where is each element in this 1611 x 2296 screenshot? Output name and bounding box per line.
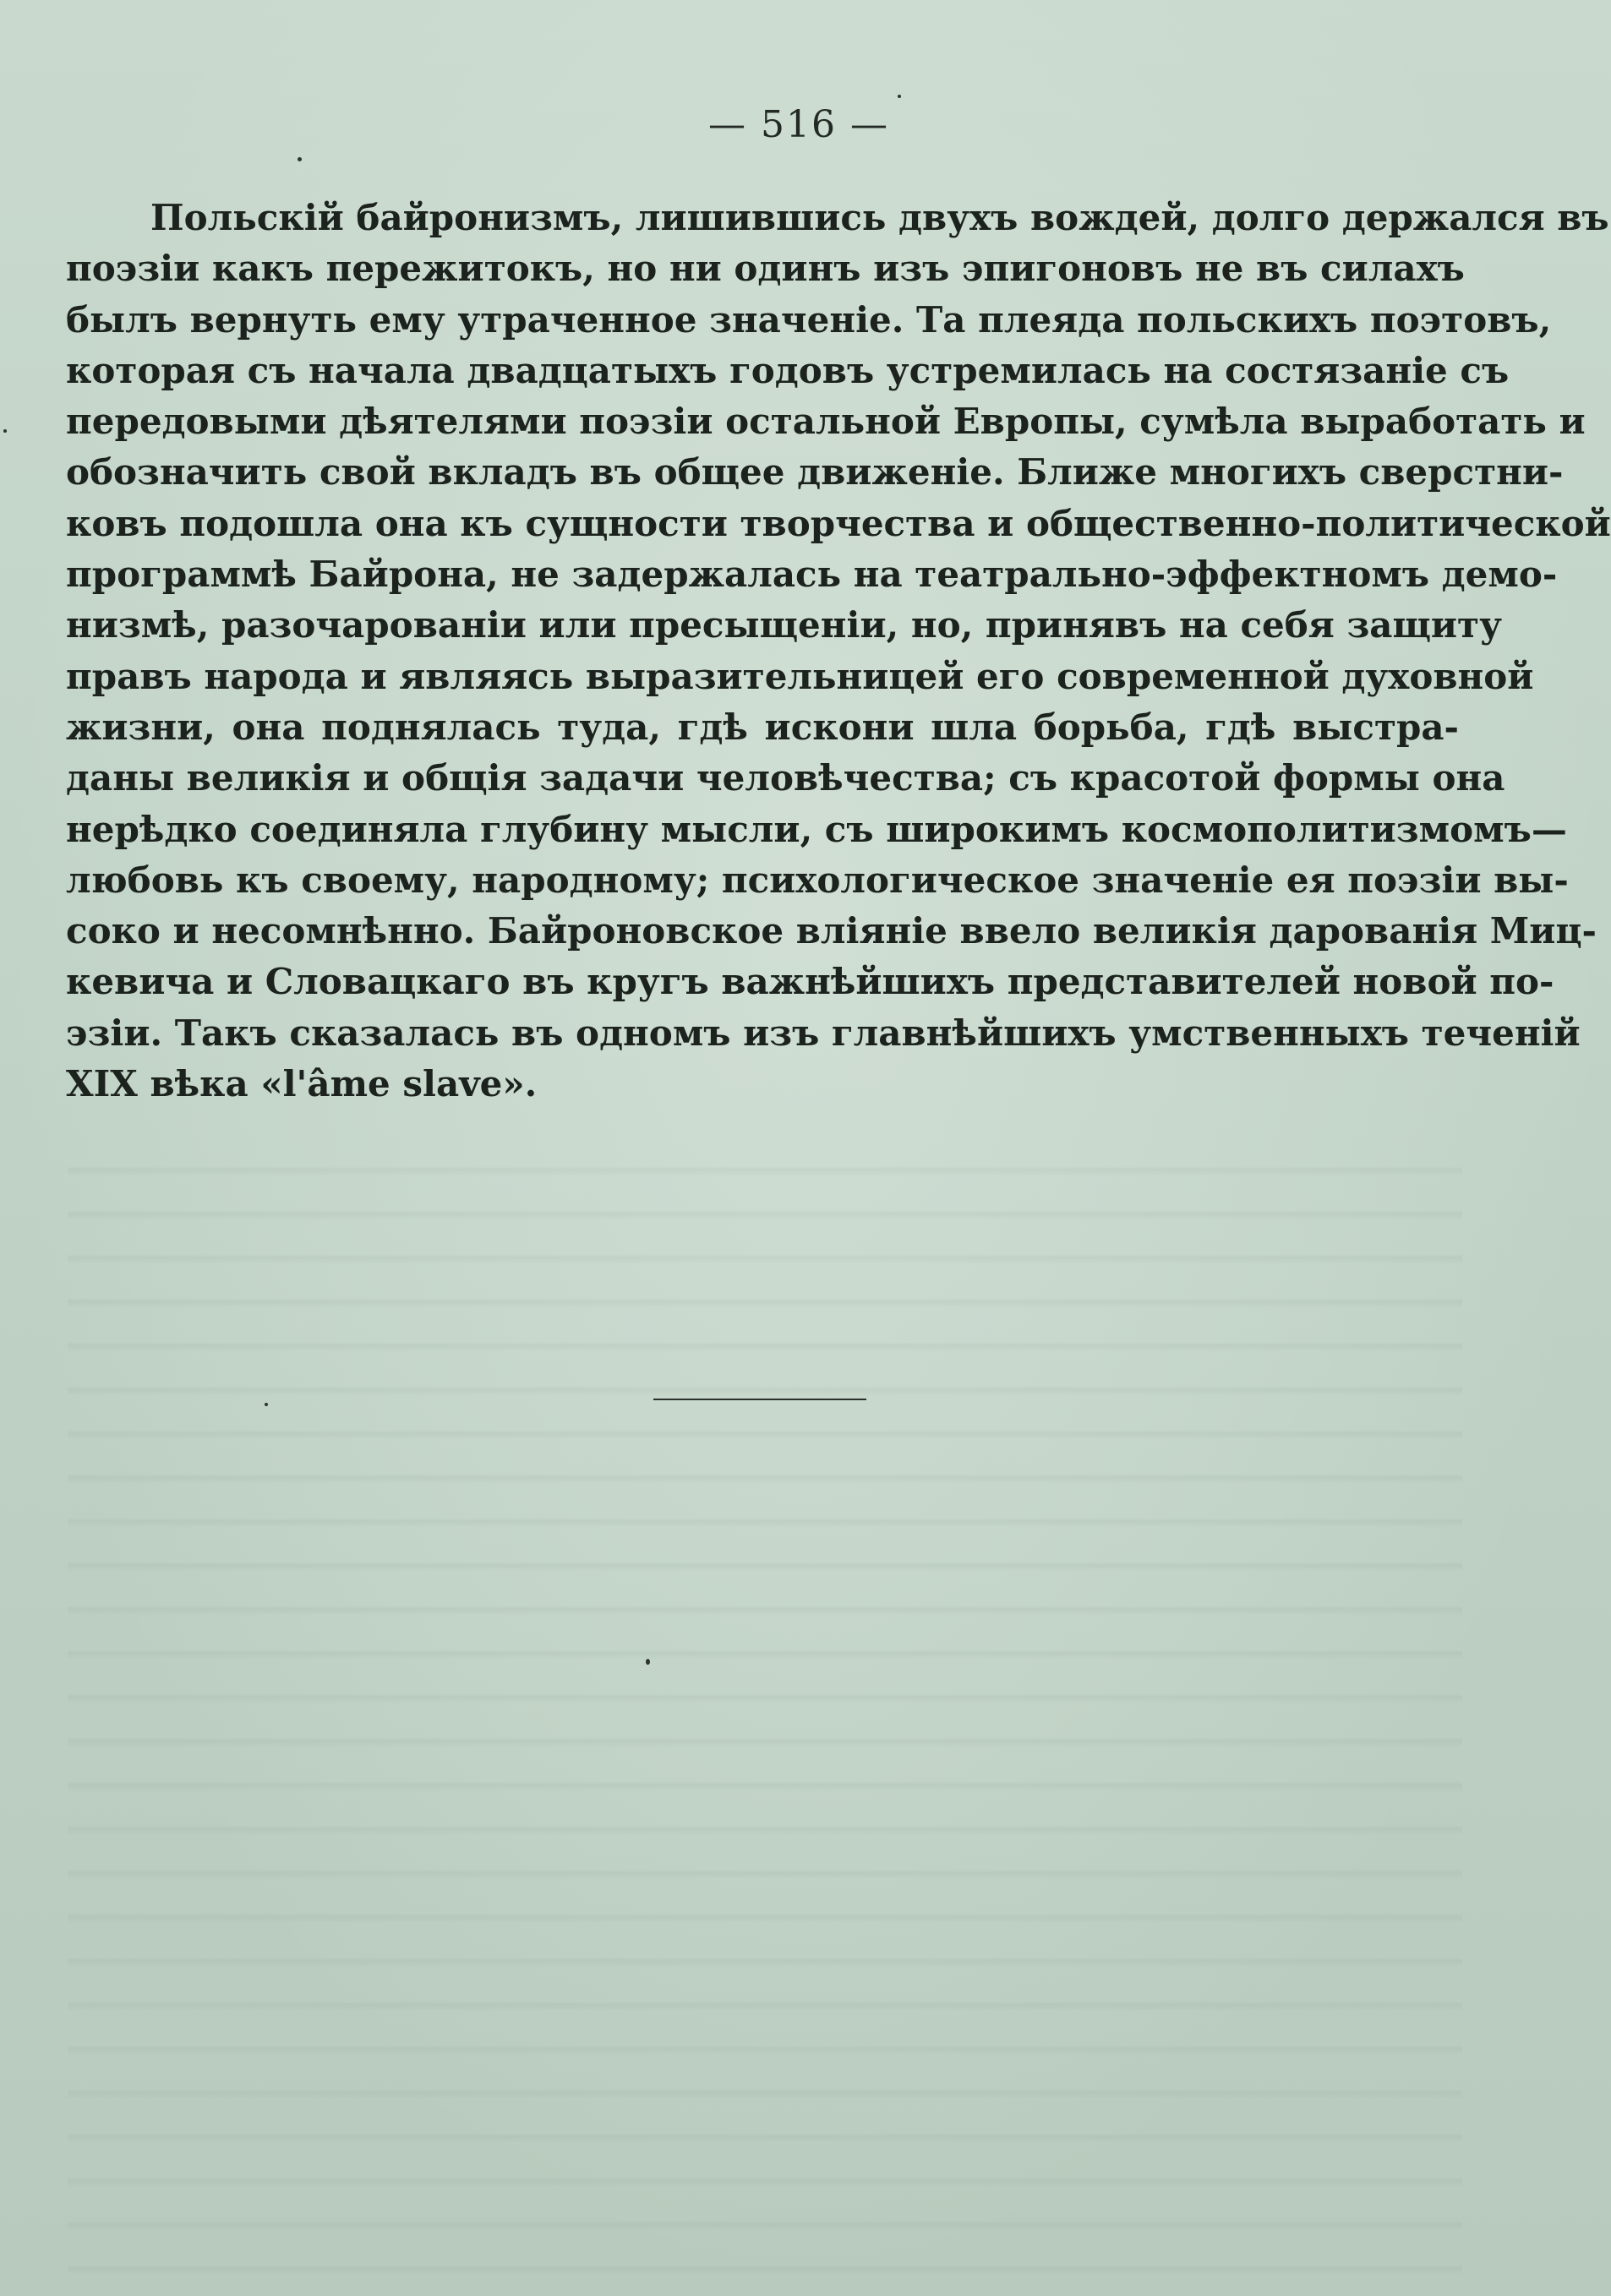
print-speck xyxy=(898,95,901,98)
text-line: ковъ подошла она къ сущности творчества и общественно-политической xyxy=(66,502,1611,544)
text-line: программѣ Байрона, не задержалась на театрально-эффектномъ демо- xyxy=(66,554,1558,596)
show-through-texture xyxy=(68,1132,1462,2282)
text-line: жизни, она поднялась туда, гдѣ искони шла борьба, гдѣ выстра- xyxy=(66,706,1459,748)
text-line: соко и несомнѣнно. Байроновское вліяніе ввело великія дарованія Миц- xyxy=(66,910,1597,952)
text-line: обозначить свой вкладъ въ общее движеніе. Ближе многихъ сверстни- xyxy=(66,451,1564,494)
print-speck xyxy=(3,429,7,433)
text-line: любовь къ своему, народному; психологическое значеніе ея поэзіи вы- xyxy=(66,859,1569,901)
text-line: правъ народа и являясь выразительницей его современной духовной xyxy=(66,655,1534,697)
text-line: низмѣ, разочарованіи или пресыщеніи, но, принявъ на себя защиту xyxy=(66,604,1502,646)
text-line: эзіи. Такъ сказалась въ одномъ изъ главнѣйшихъ умственныхъ теченій xyxy=(66,1012,1581,1054)
body-paragraph xyxy=(66,193,1611,1110)
text-line: Польскій байронизмъ, лишившись двухъ вождей, долго держался въ xyxy=(150,197,1609,238)
text-line: поэзіи какъ пережитокъ, но ни одинъ изъ эпигоновъ не въ силахъ xyxy=(66,248,1465,290)
page-number: — 516 — xyxy=(708,103,889,146)
print-speck xyxy=(265,1403,268,1406)
print-speck xyxy=(646,1659,650,1665)
text-line: даны великія и общія задачи человѣчества; съ красотой формы она xyxy=(66,757,1505,799)
text-line: передовыми дѣятелями поэзіи остальной Европы, сумѣла выработать и xyxy=(66,401,1586,443)
section-divider xyxy=(653,1399,866,1400)
text-line: нерѣдко соединяла глубину мысли, съ широкимъ космополитизмомъ— xyxy=(66,808,1567,850)
text-line: XIX вѣка «l'âme slave». xyxy=(66,1063,538,1105)
text-line: кевича и Словацкаго въ кругъ важнѣйшихъ представителей новой по- xyxy=(66,961,1554,1003)
print-speck xyxy=(298,157,302,161)
text-line: которая съ начала двадцатыхъ годовъ устремилась на состязаніе съ xyxy=(66,349,1510,391)
text-line: былъ вернуть ему утраченное значеніе. Та плеяда польскихъ поэтовъ, xyxy=(66,298,1552,341)
